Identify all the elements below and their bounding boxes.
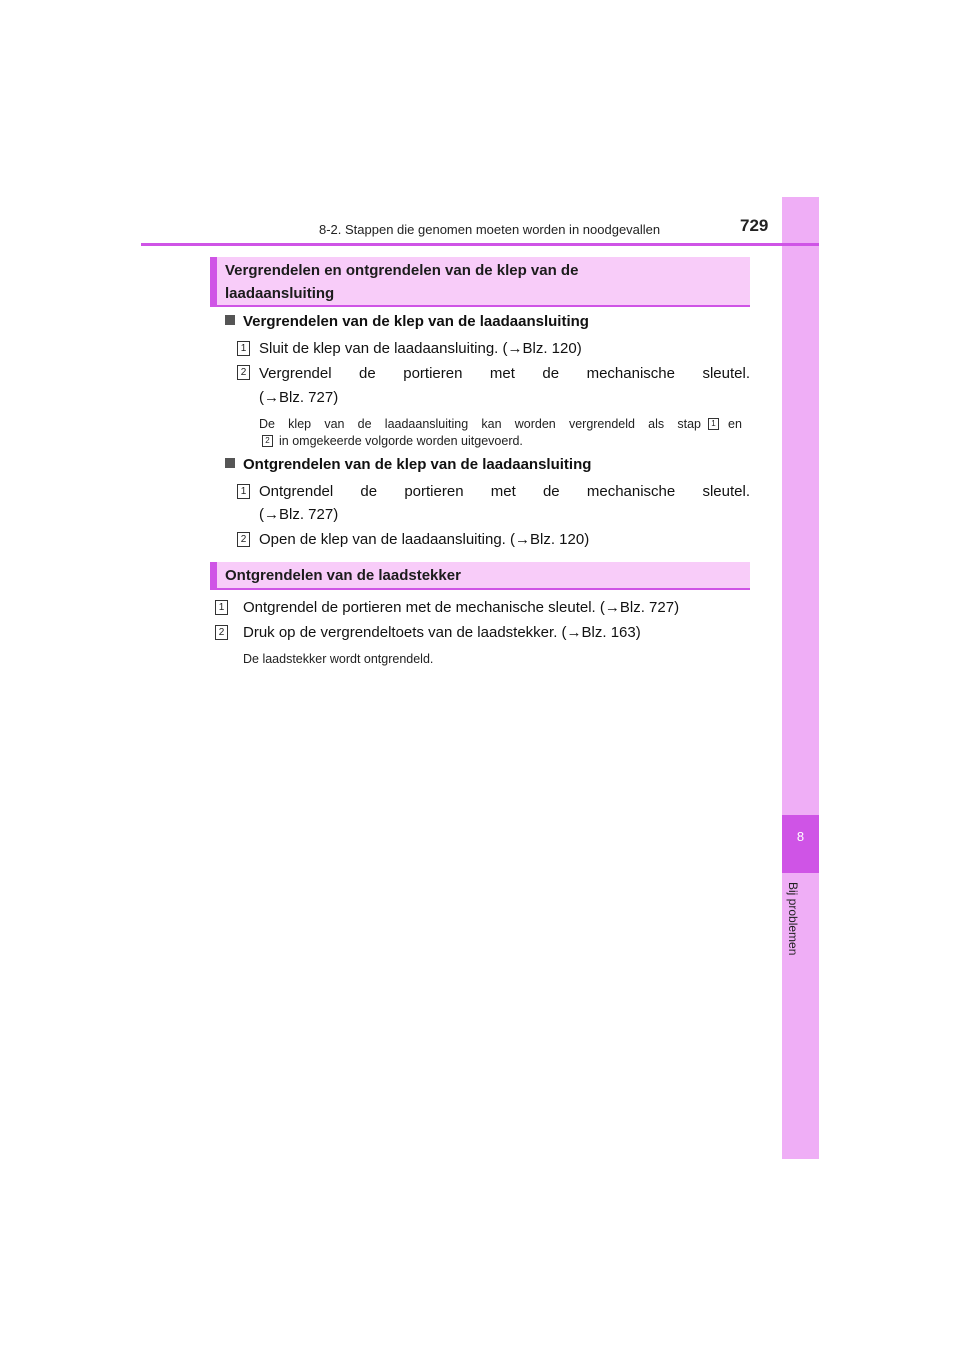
step-number-1: 1 — [215, 600, 228, 615]
step-text: Sluit de klep van de laadaansluiting. (→Blz. 120) — [259, 340, 582, 357]
chapter-title: Bij problemen — [786, 882, 800, 956]
subheading-ontgrendelen — [225, 456, 591, 473]
section-heading-klep — [210, 257, 750, 307]
step-text-continued: (→Blz. 727) — [259, 506, 339, 523]
bullet-square-icon — [225, 458, 235, 468]
chapter-tab[interactable] — [782, 815, 819, 873]
subheading-text: Ontgrendelen van de klep van de laadaansluiting — [243, 456, 592, 473]
subheading-text: Vergrendelen van de klep van de laadaansluiting — [243, 313, 589, 330]
note-text: De laadstekker wordt ontgrendeld. — [243, 652, 434, 666]
step-number-2: 2 — [215, 625, 228, 640]
step-text: Ontgrendel de portieren met de mechanische sleutel. (→Blz. 727) — [243, 599, 680, 616]
step-number-2: 2 — [237, 532, 250, 547]
running-head: 8-2. Stappen die genomen moeten worden in noodgevallen — [319, 222, 661, 237]
step-text: Druk op de vergrendeltoets van de laadstekker. (→Blz. 163) — [243, 624, 641, 641]
step-number-1: 1 — [237, 484, 250, 499]
subheading-vergrendelen — [225, 313, 589, 330]
note-text: en — [728, 417, 742, 431]
note-step-ref-1: 1 — [708, 418, 719, 430]
step-number-1: 1 — [237, 341, 250, 356]
note-text: in omgekeerde volgorde worden uitgevoerd. — [279, 434, 523, 448]
chapter-sidebar — [782, 197, 819, 1159]
page-number: 729 — [740, 216, 769, 235]
step-text-continued: (→Blz. 727) — [259, 389, 339, 406]
section-heading-laadstekker — [210, 562, 750, 590]
chapter-number: 8 — [796, 829, 805, 844]
step-text: Ontgrendel de portieren met de mechanische sleutel. — [259, 483, 750, 500]
bullet-square-icon — [225, 315, 235, 325]
header-divider — [141, 243, 819, 246]
note-text: De klep van de laadaansluiting kan worden vergrendeld als stap — [259, 417, 701, 431]
step-text: Vergrendel de portieren met de mechanische sleutel. — [259, 365, 750, 382]
step-text: Open de klep van de laadaansluiting. (→Blz. 120) — [259, 531, 590, 548]
section-title: Ontgrendelen van de laadstekker — [225, 567, 461, 584]
section-title-line1: Vergrendelen en ontgrendelen van de klep van de — [225, 262, 579, 279]
note-step-ref-2: 2 — [262, 435, 273, 447]
step-number-2: 2 — [237, 365, 250, 380]
section-title-line2: laadaansluiting — [225, 285, 335, 302]
